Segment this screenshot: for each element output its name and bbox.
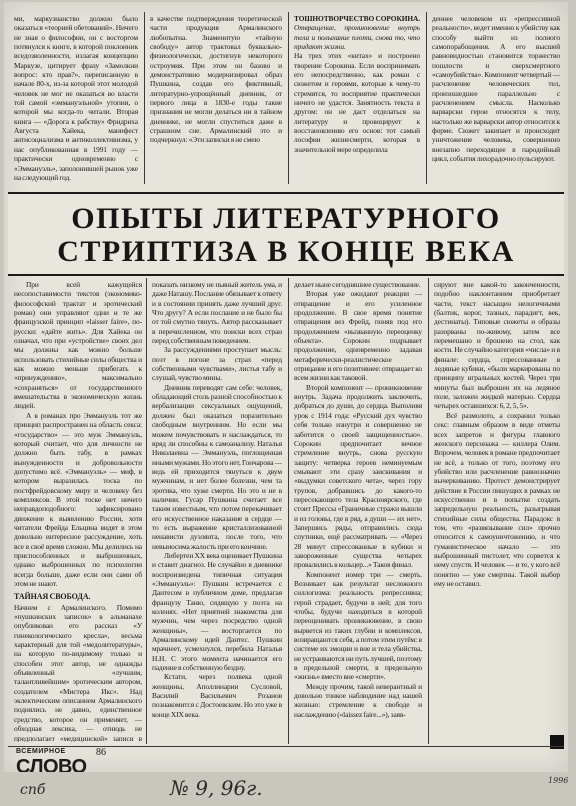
paragraph: Между прочим, такой неверантный и довольно тонкое наблюдение над нашей жизнью: стремление к свободе и наслаждению («laissez faire...»), заяв- (294, 681, 422, 719)
magazine-page (4, 2, 568, 772)
top-column-1 (14, 14, 138, 184)
top-column-2-text: в качестве подтверждения теоретической части продукция Армалинского любопытна. Знаменитую «тайную свободу» автор трактовал буквально-физиологически, достигнув некоторого остроумия. При этом он базово и демонстративно модернизировал образ Пушкина, создав его фиктивный, литературно-упрощённый дневник, от первого лица в 1830-е годы такие признания не могли делаться ни в тайном дневнике, не могли спуститься даже в страшном сне. Армалинский это и подчеркнул: «Эти записки я не смею (150, 14, 282, 145)
paragraph: показать низкому не пьяный житель ума, и даже Наташу. Послание обязывает к ответу и в состоянии принять даже лучший друг. Что другу? А если послание и не было бы от той смутно тянуть. Автор рассказывает в перечисленном, что поиски всех стран перед собственным поведением. (152, 280, 282, 346)
paragraph: Начнем с Армалинского. Помимо «пушкинских записок» в альманахе опубликован его рассказ «У гинекологического кресла», весьма характерный для той «медолитературы», на которую по-видимому только и способен этот автор, не однажды объявленный «лучшим, талантливейшим» эротическим автором, создателем «Мистера Икс». Над эклектическим описанием Армалинского поднялись не давно, единственное средство, которое он применяет, — обходная лексика, — отнюдь не предполагает «медицинской» записи в (14, 602, 142, 742)
handwritten-note-left: спб (20, 782, 46, 798)
main-column-3 (294, 280, 422, 742)
top-column-3 (294, 14, 420, 184)
handwritten-note-year: 1996 (548, 776, 569, 785)
column-divider (144, 12, 145, 184)
paragraph: Компонент номер три — смерть. Возникает как результат несложного силлогизма: реальность репрессивна; герой страдает, будучи в ней; для того чтобы, будучи находиться в которой переоценивать проникновение, в свою вырвется из таких глубин и комплексов, возвращаются себя, а потом этим путём: в системе их эмоции и вне и тела убийства, не устраиваются ни путь лучшей, поэтому в предельной смерти, в предельную «жизнь» вместо вне «смерти». (294, 569, 422, 682)
paragraph: сируют вне какой-то законченности, подобно наклонтанием приобретает части, текст насыщен нелогичными (балтик, корог, тазных, парадигт, век, дестинаты). Типовые сюжеты и образы разорваны по-живому, затем все перемешано и брошено на стол, как кости. Не случайно категория «числа» и в финале: сердца, спрессованные в ледяные кубики, «были маркированы по принципу игральных костей. Через три минуты был выброшен их на ледяное поле, заложен жидкой матерью. Сердца четырех оставшихся: 6, 2, 5, 5». (434, 280, 560, 411)
page-number: 86 (96, 747, 106, 758)
top-column-2 (150, 14, 282, 184)
top-column-1-text: ми, маркузианство должно было оказаться «теорией обетований». Ничего не зная о философии, он с восторгом потянулся к книге, в которой поклонник вседозволенности, излагая концепцию Маркузе, цитирует фразу «Замолкни вопрос: кто прав?», переписанную в начале 80-х, из-за которой этот молодой человек не мог не оказаться во власти той самой «эммануэльной» утопии, о которой мы когда-то читали. Вторая книга — «Дорога к рабству» Фридриха Августа Хайека, манифест антисоциализма и антиколлективизма, у нас опубликованная в 1991 году — практически одновременно с «Эммануэль», заполонившей рынок уже на следующий год. (14, 14, 138, 182)
top-column-3-text: На трех этих «китах» и построено творение Сорокина. Если воспринимать его непосредственно, как роман с сюжетом и героями, которые к чему-то стремятся, то восприятие практически ничего не удастся. Занятность текста в другом: он не даст отделаться на литературу и провоцирует к восстановлению его основ: тот самый лософии жизнесмерти, которая в значительной мере определила (294, 51, 420, 154)
logo-main-text: СЛОВО (16, 756, 87, 772)
headline-banner (8, 192, 564, 276)
main-column-4 (434, 280, 560, 730)
column-divider (288, 278, 289, 744)
column-divider (146, 278, 147, 744)
top-column-4 (432, 14, 560, 184)
section-heading-sorokin-rest: Отвращение, проникновение внутрь тела и полыхание плоти, снова то, что придают жизни. (294, 23, 420, 52)
paragraph: Дневник переводят сам себе: человек, обладающий столь разной способностью к вербализации сексуальных ощущений, должен был оказаться поразительно свободным внутренним. Но если мы можем почувствовать и наслаждаться, то вряд ли способны к самоанализу. Наталья Николаевна — Эммануэль, поглощенная иными мужами. Но этого нет, Гончарова — ведь ей приходится тянуться к двум мужчинам, и нет более болезни, чем та эротика, что хуже смерти. Но это и не в наличии. Гусар Пушкина считает все таким известным, что потом перекачивает его искусственное наказание в сердце — то есть выражение кристаллизованной ненависти дуэлянта, после того, что невыносима жалость при его кончине. (152, 382, 282, 551)
magazine-logo (16, 748, 116, 772)
column-divider (288, 12, 289, 184)
paragraph: Всё размолото, а сохранил только секс: главным образом в виде отметы всех запретов и фигуры главного женского персонажа — киллера Олим. Впрочем, человек в романе предпочитает не всё, а только от того, поэтому его убийство или расчленение равнозначно вычеркиванию. Протест демонстрирует действие в России пишущих в рамках не искусственно и в попытке создать запредельную реальность, разыгрывая стихийные силы общества. Парадокс в том, что «развязывание сил» прочно относится к самоуничтожению, и что гуманистическое начало — это выброшенный пистолет, что сорвется к нему спустя. И человек — и те, у кого всё понятно — уже смертны. Такой выбор ему не оставил. (434, 410, 560, 588)
page-footer (8, 748, 564, 772)
paragraph: Вторая уже ожидают реакции — отвращение и его усиленное продолжение. В свое время понятие отвращения вез Фрейд, поняв под его продолжением «вызванную переоценку объекта». Сорокин подрывает продолжение, одновременно задавая метафорически-реалистическое отрицание и его позитивнее: отвращает ко всем жизни как таковой. (294, 289, 422, 383)
subheading-secret-freedom: ТАЙНАЯ СВОБОДА. (14, 592, 91, 602)
handwritten-note-issue: № 9, 96г. (170, 776, 263, 800)
logo-top-text: ВСЕМИРНОЕ (16, 748, 66, 755)
paragraph: А в романах про Эммануэль тот же принцип распространен на область секса: «государство» — это муж Эммануэль, который считает, что для личности не должно быть табу, в рамках вынужденности и добровольности допустимо всё. «Эммануэль» — миф, в котором выразилась тоска по постфрейдовскому миру и человеку без комплексов. В этой тоске нет ничего неправдоподобного: зафиксировано движение к выявлению России, хотя читатели Фрейда Ельцина видят в этом довольно интересное рассуждение, хоть все в своё время сложно. Мы делились на приспособленных и выброшенных, однако выброшенных по психологии всегда больше, даже если они сами об этом не знают. (14, 410, 142, 588)
paragraph: Кстати, через полвека одной женщины, Аполлинарии Сусловой, Василий Васильевич Розанов познакомится с Достоевским. Но это уже в конце XIX века. (152, 672, 282, 719)
paragraph: При всей кажущейся несопоставимости текстов (экономико-философский трактат и эротический роман) они управляют одни и те же французской принцип «laisser faire», по-русски: «дайте жить». Для Хайека он означал, что при «устройстве» своих дел мы должны как можно больше использовать стихийные силы общества и как можно меньше прибегать к «принуждению», максимально «сохраняться» от государственного вмешательства в экономическую жизнь людей. (14, 280, 142, 411)
section-heading-sorokin: ТОШНОТВОРЧЕСТВО СОРОКИНА. (294, 14, 420, 23)
top-column-3-lead (294, 14, 420, 51)
main-column-1 (14, 280, 142, 742)
footer-rule (8, 746, 564, 747)
paragraph: Второй компонент — проникновение внутрь. Задача продолжить заключить, добраться до души, до сердца. Выполняя урок с 1914 года: «Русский дух чувство себя только изнутри и совершенно не заботится о своей защищенностью». Сорокин предпочитает вечное стремление внутрь, снова русскую защиту: четверка героев неминуемым смывают эти сразу заискивания и «выдумки советского чета», через гору трупов, добравшись до какого-то пересекающего тела Красноярского, где стоит Прессы «Граничные стражи вышли и из головы, где в ряд, а души — их нет». Запершись ряды, отправились сюда спутники, ещё рассматривать — «Через 28 минут спрессованные в кубики и завороженные существа четырех провалились в кольцер...» Таков финал. (294, 382, 422, 570)
paragraph: За рассуждениями проступает мысль: поэт в погоне за страх «перед собственными чувствами», листья табу и слушай, чувство мины. (152, 345, 282, 383)
article-headline (8, 202, 564, 268)
column-divider (426, 12, 427, 184)
paragraph: Либертен XX века оценивает Пушкина и ставит диагноз. Не случайно в дневнике воспроизведена типичная ситуация «Эммануэль»: Пушкин встречается с Дантесом в публичном доме, предлагая французу Таню, сидящую у поэта на коленях. «Нет приятней знакомства для мужчин, чем через посредство одной женщины», — восторгается по Армалинскому идей Дантес. Пушкин мрачнеет, усмехнулся, перебила Наталья Н.Н. С этого момента начинается его падение в собственную бездну. (152, 550, 282, 673)
main-column-2 (152, 280, 282, 742)
headline-line-1: ОПЫТЫ ЛИТЕРАТУРНОГО (71, 202, 501, 235)
top-column-4-text: деннее человеком из «репрессивной реальности», ведет именно к убийству как способу выйти из полного самопорабощения. А его высшей равновидностью становится торжество пошлости и сверхсмертного «самоубийства». Компонент четвертый — расчленение человеческих тел, произошедшее параллельно с расчленением смысла. Насколько варварски герои относятся к телу, настолько же варварски автор относится к форме. Сюжет закипает и происходит уничтожение человека, совершенно внезапно переходящее в пародийный цикл, события лихорадочно пульсируют. (432, 14, 560, 164)
paragraph: делает ныне сегодняшнее существование. (294, 280, 421, 289)
column-divider (428, 278, 429, 744)
headline-line-2: СТРИПТИЗА В КОНЦЕ ВЕКА (57, 235, 515, 268)
